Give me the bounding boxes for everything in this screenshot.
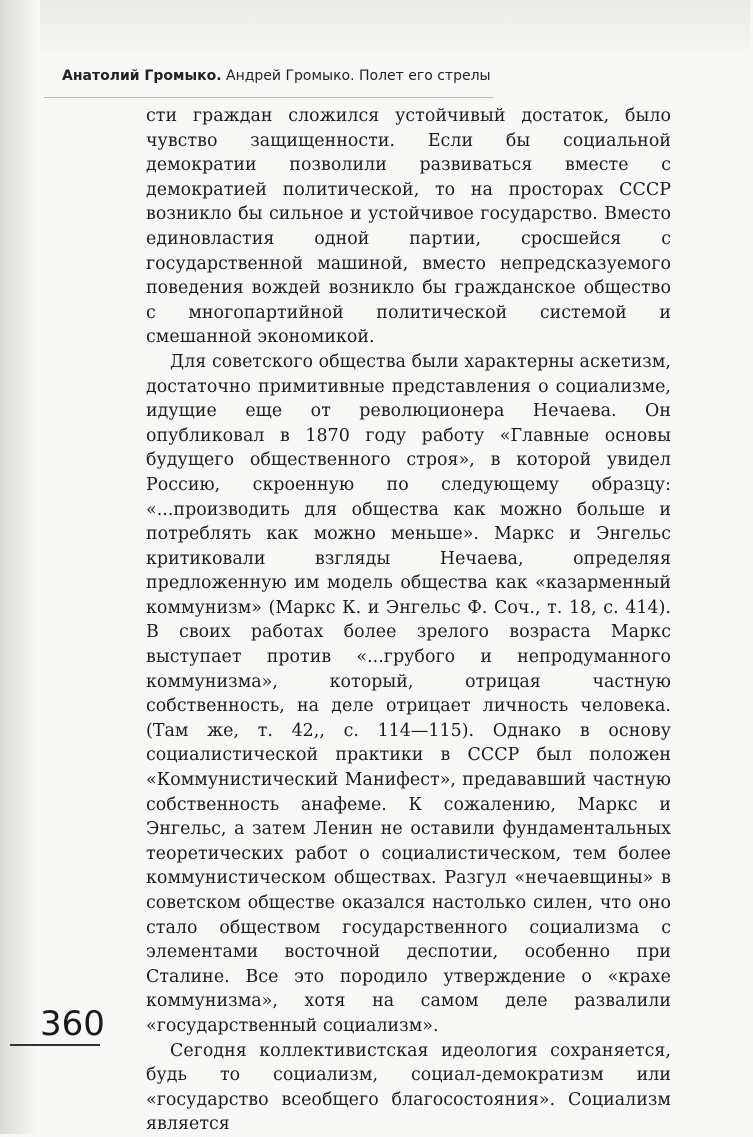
page-number: 360 (40, 1004, 105, 1044)
scan-top-band (40, 0, 750, 60)
page-edge-shadow (0, 0, 36, 1134)
paragraph-1: сти граждан сложился устойчивый достаток, было чувство защищенности. Если бы социальной демократии позволили развиваться вместе с демократией политической, то на просторах СССР возникло бы сильное и устойчивое государство. Вместо единовластия одной партии, сросшейся с государственной машиной, вместо непредсказуемого поведения вождей возникло бы гражданское общество с многопартийной политической системой и смешанной экономикой. (146, 106, 671, 348)
paragraph-3: Сегодня коллективистская идеология сохраняется, будь то социализм, социал-демократизм или «государство всеобщего благосостояния». Социализм является (146, 1040, 671, 1135)
body-text (146, 104, 671, 1137)
header-rule (44, 97, 494, 98)
header-book-title: Андрей Громыко. Полет его стрелы (226, 68, 491, 84)
running-header (62, 66, 672, 96)
page-number-rule (10, 1044, 100, 1046)
paragraph-2: Для советского общества были характерны аскетизм, достаточно примитивные представления о социализме, идущие еще от революционера Нечаева. Он опубликовал в 1870 году работу «Главные основы будущего общественного строя», в которой увидел Россию, скроенную по следующему образцу: «...производить для общества как можно больше и потреблять как можно меньше». Маркс и Энгельс критиковали взгляды Нечаева, определяя предложенную им модель общества как «казарменный коммунизм» (Маркс К. и Энгельс Ф. Соч., т. 18, с. 414). В своих работах более зрелого возраста Маркс выступает против «...грубого и непродуманного коммунизма», который, отрицая частную собственность, на деле отрицает личность человека. (Там же, т. 42,, с. 114—115). Однако в основу социалистической практики в СССР был положен «Коммунистический Манифест», предававший частную собственность анафеме. К сожалению, Маркс и Энгельс, а затем Ленин не оставили фундаментальных теоретических работ о социалистическом, тем более коммунистическом обществах. Разгул «нечаевщины» в советском обществе оказался настолько силен, что оно стало обществом государственного социализма с элементами восточной деспотии, особенно при Сталине. Все это породило утверждение о «крахе коммунизма», хотя на самом деле развалили «государственный социализм». (146, 351, 671, 1036)
header-author: Анатолий Громыко. (62, 68, 222, 84)
